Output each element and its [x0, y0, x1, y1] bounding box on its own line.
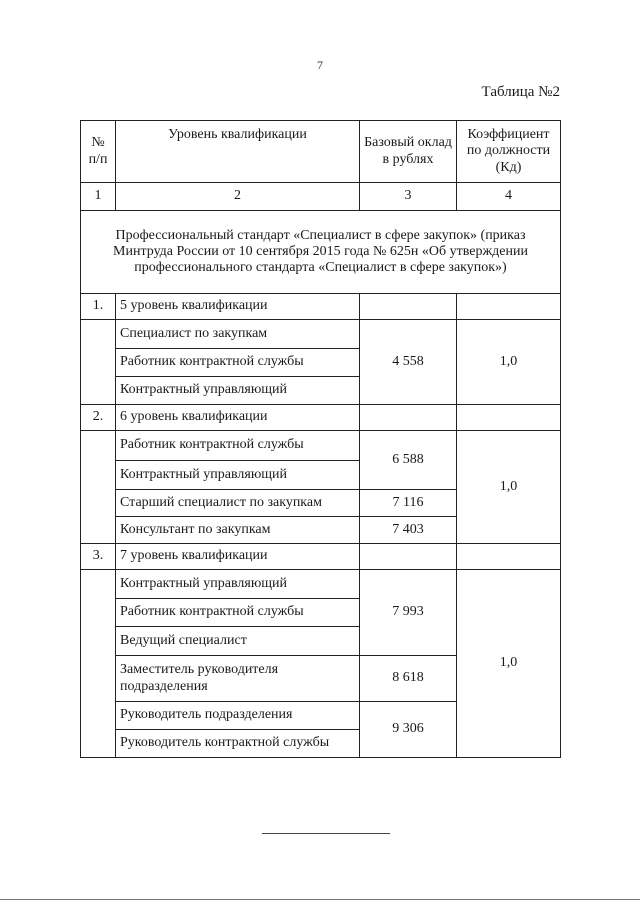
salary-value: 4 558: [360, 320, 457, 405]
table-row: [81, 320, 561, 349]
header-salary: Базовый оклад в рублях: [360, 121, 457, 183]
position-name: Ведущий специалист: [116, 627, 360, 656]
position-name: Контрактный управляющий: [116, 461, 360, 490]
position-name: Контрактный управляющий: [116, 570, 360, 599]
position-name: Консультант по закупкам: [116, 517, 360, 544]
table-row: [81, 570, 561, 599]
page-bottom-edge: [0, 899, 640, 900]
section-title-2: 6 уровень квалификации: [116, 405, 360, 431]
position-name: Контрактный управляющий: [116, 377, 360, 405]
col-number-1: 1: [81, 183, 116, 211]
position-name: Специалист по закупкам: [116, 320, 360, 349]
section-num-2: 2.: [81, 405, 116, 431]
section-num-1: 1.: [81, 294, 116, 320]
section-coef-empty-1: [457, 294, 561, 320]
section-row-2: [81, 405, 561, 431]
position-name: Работник контрактной службы: [116, 349, 360, 377]
salary-value: 9 306: [360, 702, 457, 758]
num-blank-3: [81, 570, 116, 758]
column-number-row: [81, 183, 561, 211]
section-salary-empty-1: [360, 294, 457, 320]
salary-value: 7 993: [360, 570, 457, 656]
section-salary-empty-2: [360, 405, 457, 431]
table-caption: Таблица №2: [481, 84, 560, 100]
page-number: 7: [317, 58, 323, 72]
table-row: [81, 431, 561, 461]
standard-text: Профессиональный стандарт «Специалист в сфере закупок» (приказ Минтруда России от 10 сентября 2015 года № 625н «Об утверждении профессионального стандарта «Специалист в сфере закупок»): [81, 211, 561, 294]
position-name: Заместитель руководителя подразделения: [116, 656, 360, 702]
num-blank-2: [81, 431, 116, 544]
position-name: Работник контрактной службы: [116, 431, 360, 461]
coef-value: 1,0: [457, 320, 561, 405]
standard-row: [81, 211, 561, 294]
section-title-1: 5 уровень квалификации: [116, 294, 360, 320]
position-name: Работник контрактной службы: [116, 599, 360, 627]
section-row-3: [81, 544, 561, 570]
section-title-3: 7 уровень квалификации: [116, 544, 360, 570]
section-salary-empty-3: [360, 544, 457, 570]
section-num-3: 3.: [81, 544, 116, 570]
footnote-divider: [262, 833, 390, 834]
header-coef: Коэффициент по должности (Кд): [457, 121, 561, 183]
header-level: Уровень квалификации: [116, 121, 360, 183]
num-blank-1: [81, 320, 116, 405]
position-name: Руководитель подразделения: [116, 702, 360, 730]
header-row: [81, 121, 561, 183]
coef-value: 1,0: [457, 431, 561, 544]
salary-value: 7 403: [360, 517, 457, 544]
salary-value: 6 588: [360, 431, 457, 490]
section-coef-empty-2: [457, 405, 561, 431]
salary-value: 7 116: [360, 490, 457, 517]
col-number-4: 4: [457, 183, 561, 211]
header-num: № п/п: [81, 121, 116, 183]
salary-value: 8 618: [360, 656, 457, 702]
coef-value: 1,0: [457, 570, 561, 758]
salary-table: [80, 120, 561, 758]
position-name: Старший специалист по закупкам: [116, 490, 360, 517]
position-name: Руководитель контрактной службы: [116, 730, 360, 758]
section-coef-empty-3: [457, 544, 561, 570]
col-number-3: 3: [360, 183, 457, 211]
section-row-1: [81, 294, 561, 320]
col-number-2: 2: [116, 183, 360, 211]
